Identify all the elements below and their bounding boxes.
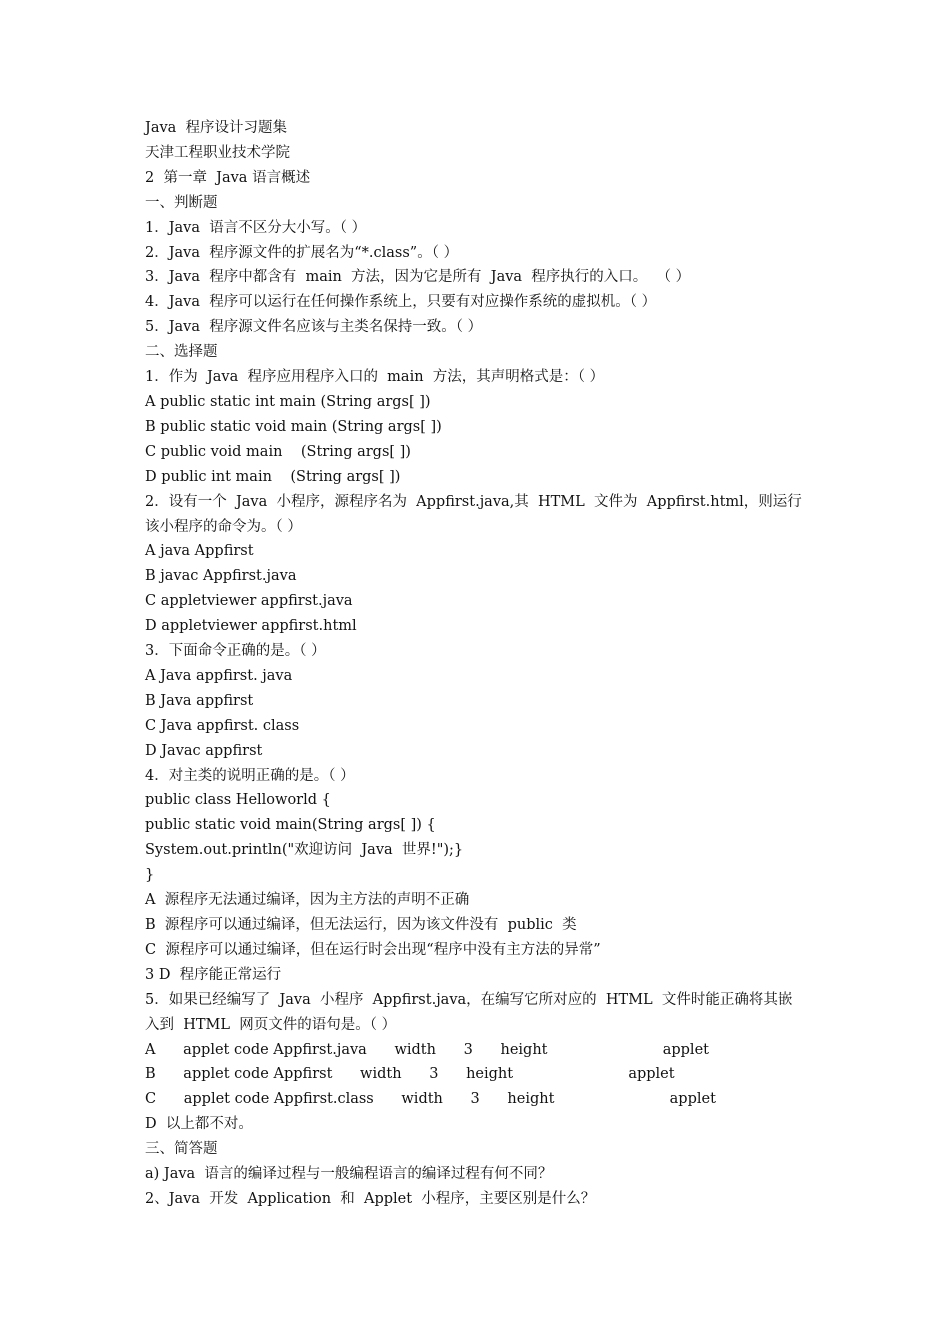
mc-question-4: 4．对主类的说明正确的是。（ ） <box>145 767 355 784</box>
mc-q2-option-a: A java Appfirst <box>145 543 254 560</box>
mc-q1-option-c: C public void main (String args[ ]) <box>145 443 411 460</box>
mc-q3-option-a: A Java appfirst. java <box>145 667 293 684</box>
mc-question-5: 5．如果已经编写了 Java 小程序 Appfirst.java，在编写它所对应的 HTML 文件时能正确将其嵌入到 HTML 网页文件的语句是。（ ） <box>145 991 793 1033</box>
sa-question-1: a) Java 语言的编译过程与一般编程语言的编译过程有何不同？ <box>145 1166 553 1183</box>
mc-q4-option-d: 3 D 程序能正常运行 <box>145 966 282 983</box>
mc-q5-option-d: D 以上都不对。 <box>145 1116 253 1133</box>
tf-question-1: 1．Java 语言不区分大小写。（ ） <box>145 219 367 236</box>
mc-q4-option-b: B 源程序可以通过编译，但无法运行，因为该文件没有 public 类 <box>145 917 577 933</box>
chapter-heading: 2 第一章 Java 语言概述 <box>145 169 311 186</box>
mc-q1-option-d: D public int main (String args[ ]) <box>145 468 401 485</box>
mc-q4-option-c: C 源程序可以通过编译，但在运行时会出现“程序中没有主方法的异常” <box>145 941 601 958</box>
code-line-1: public class Helloworld { <box>145 792 331 809</box>
mc-q2-option-c: C appletviewer appfirst.java <box>145 593 353 610</box>
mc-q2-option-b: B javac Appfirst.java <box>145 568 297 585</box>
tf-question-3: 3．Java 程序中都含有 main 方法，因为它是所有 Java 程序执行的入口。 （ ） <box>145 269 691 286</box>
mc-q1-option-b: B public static void main (String args[ ]) <box>145 418 442 435</box>
mc-question-1: 1．作为 Java 程序应用程序入口的 main 方法，其声明格式是：（ ） <box>145 369 605 386</box>
mc-q4-option-a: A 源程序无法通过编译，因为主方法的声明不正确 <box>145 892 470 909</box>
mc-q3-option-c: C Java appfirst. class <box>145 717 300 734</box>
code-line-4: } <box>145 867 155 884</box>
sa-question-2: 2、Java 开发 Application 和 Applet 小程序，主要区别是什么？ <box>145 1190 596 1207</box>
doc-title: Java 程序设计习题集 <box>145 120 288 136</box>
mc-q1-option-a: A public static int main (String args[ ]) <box>145 393 431 410</box>
mc-question-3: 3．下面命令正确的是。（ ） <box>145 643 326 660</box>
tf-question-5: 5．Java 程序源文件名应该与主类名保持一致。（ ） <box>145 319 483 336</box>
tf-question-4: 4．Java 程序可以运行在任何操作系统上，只要有对应操作系统的虚拟机。（ ） <box>145 294 657 311</box>
institution-name: 天津工程职业技术学院 <box>145 144 290 161</box>
tf-question-2: 2．Java 程序源文件的扩展名为“*.class”。（ ） <box>145 244 459 261</box>
mc-q5-option-a: A applet code Appfirst.java width 3 height applet <box>145 1041 709 1058</box>
section-heading-short-answer: 三、简答题 <box>145 1141 218 1158</box>
mc-question-2: 2．设有一个 Java 小程序，源程序名为 Appfirst.java,其 HTML 文件为 Appfirst.html，则运行该小程序的命令为。（ ） <box>145 493 802 535</box>
document-page <box>145 116 805 1212</box>
mc-q3-option-b: B Java appfirst <box>145 692 254 709</box>
mc-q2-option-d: D appletviewer appfirst.html <box>145 618 357 635</box>
section-heading-choice: 二、选择题 <box>145 344 218 361</box>
code-line-2: public static void main(String args[ ]) { <box>145 817 436 834</box>
mc-q3-option-d: D Javac appfirst <box>145 742 263 759</box>
section-heading-true-false: 一、判断题 <box>145 194 218 211</box>
code-line-3: System.out.println("欢迎访问 Java 世界!");} <box>145 842 464 859</box>
mc-q5-option-c: C applet code Appfirst.class width 3 height applet <box>145 1091 716 1108</box>
mc-q5-option-b: B applet code Appfirst width 3 height applet <box>145 1066 675 1083</box>
